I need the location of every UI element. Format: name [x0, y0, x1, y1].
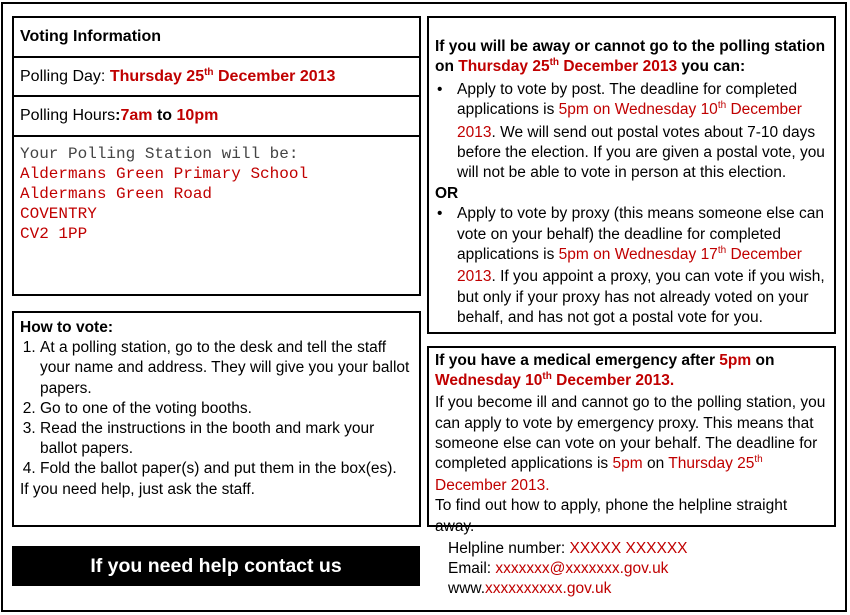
polling-hours-from: 7am: [120, 107, 153, 124]
contact-info: [448, 539, 688, 599]
emergency-date-pre: Wednesday 10: [435, 372, 543, 390]
away-heading-end: you can:: [677, 58, 746, 76]
polling-station-line: Aldermans Green Road: [20, 185, 213, 203]
list-item: 2. Go to one of the voting booths.: [40, 399, 413, 419]
list-item: 4. Fold the ballot paper(s) and put them in the box(es).: [40, 459, 413, 479]
emergency-body-sup: th: [754, 454, 763, 466]
voting-info-heading: [14, 18, 419, 58]
voting-info-box: [12, 16, 421, 296]
postal-deadline-time: 5pm: [558, 101, 589, 119]
away-options-2: [435, 204, 828, 328]
website-link[interactable]: xxxxxxxxxx.gov.uk: [485, 580, 612, 597]
polling-day-sup: th: [204, 66, 214, 78]
away-heading-date-post: December 2013: [559, 58, 678, 76]
emergency-box: [427, 346, 836, 535]
polling-hours-label: Polling Hours: [20, 107, 116, 124]
polling-day-date: Thursday 25: [109, 67, 205, 85]
away-box: [427, 16, 836, 334]
postal-date-post: December 2013: [457, 101, 802, 141]
proxy-vote-option: [457, 204, 828, 328]
emergency-body-on: on: [642, 455, 669, 473]
polling-station-line: Aldermans Green Primary School: [20, 165, 309, 183]
away-heading-date: [458, 58, 677, 75]
postal-date-pre: Wednesday 10: [614, 101, 718, 119]
proxy-deadline-time: 5pm: [558, 246, 589, 264]
emergency-heading-text: If you have a medical emergency after: [435, 352, 720, 369]
or-label: OR: [435, 184, 459, 202]
helpline-label: Helpline number:: [448, 540, 570, 557]
proxy-date-post: December 2013: [457, 246, 802, 286]
polling-day-month: December 2013: [213, 67, 336, 85]
help-banner-text: If you need help contact us: [90, 554, 342, 577]
emergency-heading-on: on: [751, 352, 775, 369]
emergency-body-date-pre: Thursday 25: [668, 455, 755, 473]
postal-text: Apply to vote by post. The deadline for completed applications is: [457, 80, 798, 119]
proxy-text: Apply to vote by proxy (this means someone else can vote on your behalf) the deadline for completed applications is: [457, 205, 825, 264]
emergency-body-text: If you become ill and cannot go to the polling station, you can apply to vote by emergency proxy. This means that someone else can vote on your behalf. The deadline for completed applications is: [435, 394, 826, 473]
how-to-vote-heading: How to vote:: [20, 319, 113, 336]
how-to-vote-steps: [20, 338, 413, 479]
proxy-text-end: . If you appoint a proxy, you can vote if you wish, but only if your proxy has not already voted on your behalf, and has not got a postal vote for you.: [457, 268, 825, 327]
polling-hours-to-word: to: [152, 107, 177, 124]
polling-hours-to: 10pm: [176, 107, 219, 124]
list-item: 1. At a polling station, go to the desk and tell the staff your name and address. They will give you your ballot papers.: [40, 338, 413, 399]
emergency-body-time: 5pm: [612, 455, 643, 473]
emergency-date-end: .: [669, 372, 675, 390]
emergency-helpline-text: To find out how to apply, phone the helpline straight away.: [435, 497, 788, 535]
polling-day-row: [14, 58, 419, 97]
email-link[interactable]: xxxxxxx@xxxxxxx.gov.uk: [495, 560, 669, 577]
emergency-body: [435, 393, 828, 496]
away-heading-sup: th: [549, 57, 560, 69]
email-row: [448, 559, 688, 579]
proxy-on: on: [588, 246, 615, 264]
email-label: Email:: [448, 560, 496, 577]
emergency-body-end: .: [545, 477, 550, 495]
emergency-body-date-post: December 2013: [435, 477, 546, 495]
website-prefix: www.: [448, 580, 486, 597]
polling-station-line: COVENTRY: [20, 205, 97, 223]
how-to-vote-footer: If you need help, just ask the staff.: [20, 480, 255, 498]
polling-station: [20, 144, 413, 244]
proxy-date-sup: th: [717, 245, 727, 257]
polling-hours-colon: :: [115, 107, 121, 124]
emergency-heading: [435, 351, 828, 393]
postal-date-sup: th: [717, 100, 727, 112]
polling-day-value: [110, 68, 336, 86]
polling-day-label: Polling Day:: [20, 67, 106, 85]
postal-text-end: . We will send out postal votes about 7-10 days before the election. If you are given a postal vote, you will not be able to vote in person at this election.: [457, 123, 825, 182]
away-heading-date-pre: Thursday 25: [458, 58, 550, 76]
polling-station-line: CV2 1PP: [20, 225, 88, 243]
polling-station-intro: Your Polling Station will be:: [20, 145, 299, 163]
proxy-date-pre: Wednesday 17: [614, 246, 718, 264]
emergency-date-post: December 2013: [551, 372, 670, 390]
polling-hours-row: [14, 97, 419, 137]
website-row: [448, 579, 688, 599]
away-options: [435, 80, 828, 184]
emergency-heading-date: [435, 372, 674, 389]
emergency-heading-time: 5pm: [719, 352, 752, 369]
how-to-vote-box: [12, 311, 421, 527]
list-item: 3. Read the instructions in the booth and mark your ballot papers.: [40, 419, 413, 459]
help-banner: [12, 546, 420, 586]
away-heading-text: If you will be away or cannot go to the polling station on: [435, 38, 826, 76]
away-heading: [435, 37, 828, 80]
postal-on: on: [588, 101, 615, 119]
postal-vote-option: [457, 80, 828, 184]
voting-info-heading-text: Voting Information: [20, 28, 162, 45]
helpline-number[interactable]: XXXXX XXXXXX: [569, 540, 688, 557]
helpline-row: [448, 539, 688, 559]
emergency-date-sup: th: [542, 371, 552, 383]
